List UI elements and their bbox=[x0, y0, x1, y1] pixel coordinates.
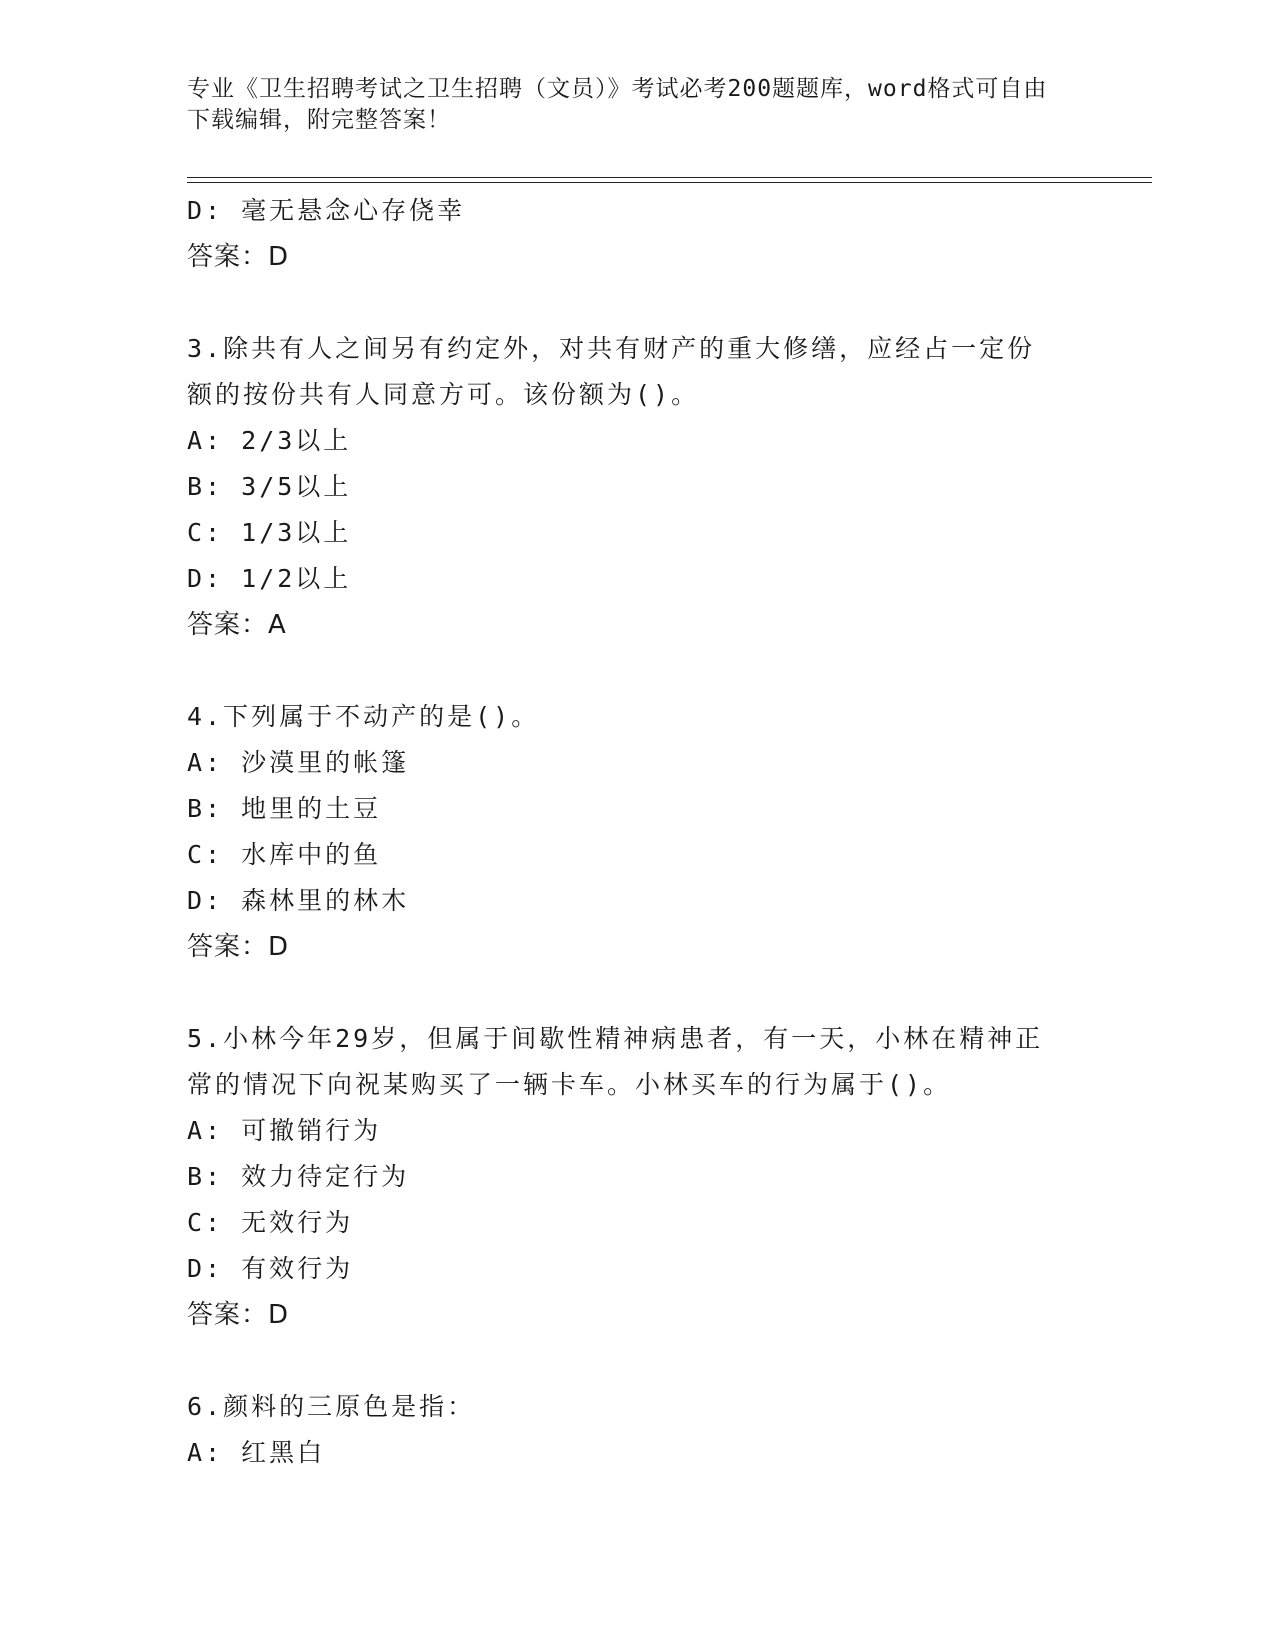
option-b: B: 效力待定行为 bbox=[187, 1162, 410, 1191]
option-c: C: 水库中的鱼 bbox=[187, 840, 382, 869]
question-list bbox=[187, 188, 1087, 1476]
question-stem-continued: 常的情况下向祝某购买了一辆卡车。小林买车的行为属于()。 bbox=[187, 1070, 952, 1099]
option-a: A: 可撤销行为 bbox=[187, 1116, 382, 1145]
question-stem: 4.下列属于不动产的是()。 bbox=[187, 702, 540, 731]
option-a: A: 沙漠里的帐篷 bbox=[187, 748, 410, 777]
header-divider-top bbox=[187, 177, 1152, 178]
spacer bbox=[187, 1338, 1087, 1384]
question-6 bbox=[187, 1384, 1087, 1476]
question-stem: 5.小林今年29岁，但属于间歇性精神病患者，有一天，小林在精神正 bbox=[187, 1024, 1044, 1053]
option-d: D: 有效行为 bbox=[187, 1254, 354, 1283]
answer-line: 答案：A bbox=[187, 610, 287, 640]
question-stem: 3.除共有人之间另有约定外，对共有财产的重大修缮，应经占一定份 bbox=[187, 334, 1036, 363]
spacer bbox=[187, 970, 1087, 1016]
answer-line: 答案：D bbox=[187, 932, 290, 962]
question-3 bbox=[187, 326, 1087, 648]
answer-line: 答案：D bbox=[187, 242, 290, 272]
spacer bbox=[187, 280, 1087, 326]
question-stem-continued: 额的按份共有人同意方可。该份额为()。 bbox=[187, 380, 700, 409]
document-header: 专业《卫生招聘考试之卫生招聘（文员）》考试必考200题题库，word格式可自由下载编辑，附完整答案！ bbox=[187, 76, 1048, 133]
option-b: B: 地里的土豆 bbox=[187, 794, 382, 823]
option-a: A: 红黑白 bbox=[187, 1438, 326, 1467]
spacer bbox=[187, 648, 1087, 694]
question-stem: 6.颜料的三原色是指： bbox=[187, 1392, 476, 1421]
option-d: D: 1/2以上 bbox=[187, 564, 352, 593]
answer-line: 答案：D bbox=[187, 1300, 290, 1330]
question-4 bbox=[187, 694, 1087, 970]
option-c: C: 无效行为 bbox=[187, 1208, 354, 1237]
option-c: C: 1/3以上 bbox=[187, 518, 352, 547]
option-a: A: 2/3以上 bbox=[187, 426, 352, 455]
option-d: D: 毫无悬念心存侥幸 bbox=[187, 196, 466, 225]
option-b: B: 3/5以上 bbox=[187, 472, 352, 501]
option-d: D: 森林里的林木 bbox=[187, 886, 410, 915]
question-5 bbox=[187, 1016, 1087, 1338]
header-divider-bottom bbox=[187, 182, 1152, 183]
